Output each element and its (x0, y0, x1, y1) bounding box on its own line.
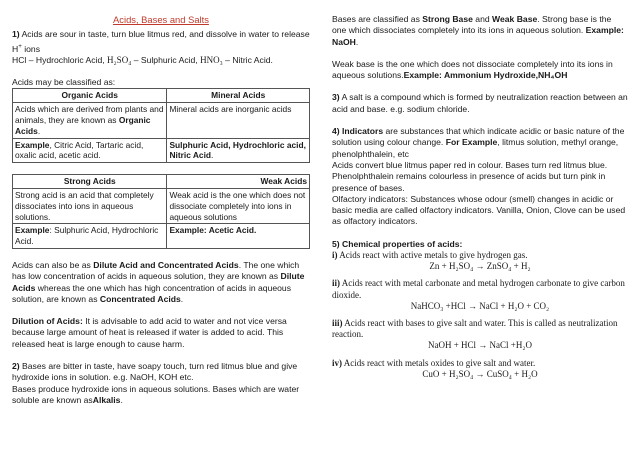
table-cell: Mineral acids are inorganic acids (167, 103, 310, 138)
chemical-properties-heading: 5) Chemical properties of acids: (332, 238, 463, 249)
equation-2: NaHCO₃ +HCl → NaCl + H₂O + CO₂ (410, 300, 550, 311)
property-1: i) Acids react with active metals to give hydrogen gas. (332, 250, 528, 261)
table-cell: Example, Citric Acid, Tartaric acid, oxalic acid, acetic acid. (13, 138, 167, 163)
table-header: Mineral Acids (167, 89, 310, 103)
salt-paragraph: 3) A salt is a compound which is formed by neutralization reaction between an acid and base. e.g. sodium chloride. (332, 92, 628, 114)
property-2: ii) Acids react with metal carbonate and metal hydrogen carbonate to give carbon dioxide. (332, 278, 625, 300)
dilution-paragraph: Dilution of Acids: It is advisable to add acid to water and not vice versa because large amount of heat is released if water is added to acid. This released heat is large enough to cause harm. (12, 316, 287, 349)
table-cell: Acids which are derived from plants and animals, they are known as Organic Acids. (13, 103, 167, 138)
table-row (13, 138, 310, 163)
indicators-paragraph: 4) Indicators are substances that which indicate acidic or basic nature of the solution using colour change. For Example, litmus solution, methyl orange, phenolphthalein, etc (332, 126, 625, 159)
table-cell: Example: Sulphuric Acid, Hydrochloric Acid. (13, 224, 167, 249)
litmus-paragraph: Acids convert blue litmus paper red in colour. Bases turn red litmus blue. (332, 159, 608, 170)
phenolphthalein-paragraph: Phenolphthalein remains colourless in presence of acids but turn pink in presence of bases. (332, 171, 606, 193)
equation-3: NaOH + HCl → NaCl +H₂O (427, 340, 533, 351)
acids-definition (12, 29, 310, 54)
bases-paragraph: 2) Bases are bitter in taste, have soapy touch, turn red litmus blue and give hydroxide ions in solution. e.g. NaOH, KOH etc. (12, 360, 298, 383)
right-column (332, 14, 628, 380)
left-column (12, 14, 310, 406)
property-4: iv) Acids react with metals oxides to give salt and water. (332, 357, 536, 368)
table-cell: Weak acid is the one which does not dissociate completely into ions in aqueous solutions (167, 188, 310, 223)
strong-weak-acids-table (12, 174, 310, 249)
table-cell: Sulphuric Acid, Hydrochloric acid, Nitric Acid. (167, 138, 310, 163)
equation-1: Zn + H₂SO₄ → ZnSO₄ + H₂ (429, 261, 531, 272)
document-title: Acids, Bases and Salts (113, 14, 209, 25)
table-cell: Strong acid is an acid that completely dissociates into ions in aqueous solutions. (13, 188, 167, 223)
h2so4-formula: H₂SO₄ (107, 54, 132, 65)
classified-heading: Acids may be classified as: (12, 77, 116, 88)
table-header: Strong Acids (13, 175, 167, 189)
property-3: iii) Acids react with bases to give salt and water. This is called as neutralization reaction. (332, 318, 618, 340)
nitric-text: – Nitric Acid. (222, 54, 273, 65)
table-cell: Example: Acetic Acid. (167, 224, 310, 249)
acids-definition-text: Acids are sour in taste, turn blue litmus red, and dissolve in water to release H (12, 29, 310, 54)
table-header: Organic Acids (13, 89, 167, 103)
olfactory-paragraph: Olfactory indicators: Substances whose odour (smell) changes in acidic or basic media are called olfactory indicators. Vanilla, Onion, Clove can be used as olfactory indicators. (332, 193, 626, 227)
organic-mineral-table (12, 88, 310, 163)
sulphuric-text: – Sulphuric Acid, (131, 54, 201, 65)
h-ion-superscript: + (18, 42, 22, 50)
table-row (13, 224, 310, 249)
table-header: Weak Acids (167, 175, 310, 189)
hcl-text: HCl – Hydrochloric Acid, (12, 54, 108, 65)
hno3-formula: HNO₃ (200, 54, 223, 65)
acids-definition-tail: ions (21, 43, 40, 54)
item-number: 1) (12, 29, 20, 40)
acid-examples (12, 55, 310, 66)
equation-4: CuO + H₂SO₄ → CuSO₄ + H₂O (422, 368, 538, 379)
base-classification: Bases are classified as Strong Base and Weak Base. Strong base is the one which dissociates completely into its ions in aqueous solution. Example: NaOH. (332, 14, 624, 47)
table-row (13, 188, 310, 223)
table-row (13, 103, 310, 138)
bases-paragraph-2: Bases produce hydroxide ions in aqueous solutions. Bases which are water soluble are known asAlkalis. (12, 383, 300, 405)
dilute-concentrated-paragraph: Acids can also be as Dilute Acid and Concentrated Acids. The one which has low concentration of acids in aqueous solution, they are known as Dilute Acids whereas the one which has high concentration of acids in aqueous solution, are known as Concentrated Acids. (12, 259, 305, 304)
weak-base-paragraph: Weak base is the one which does not dissociate completely into its ions in aqueous solutions.Example: Ammonium Hydroxide,NH₄OH (332, 58, 613, 81)
